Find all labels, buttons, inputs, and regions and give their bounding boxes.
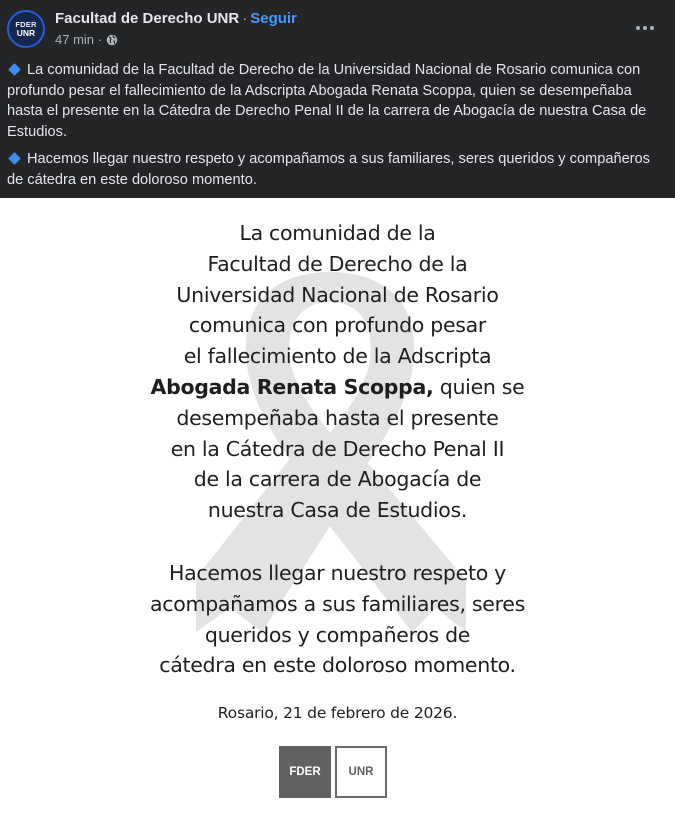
page-name-link[interactable]: Facultad de Derecho UNR xyxy=(55,10,240,27)
follow-button[interactable]: Seguir xyxy=(250,10,297,27)
text-line: desempeñaba hasta el presente xyxy=(176,405,499,430)
post-paragraph xyxy=(7,149,667,190)
ellipsis-dot xyxy=(636,26,640,30)
obituary-paragraph-2 xyxy=(0,558,675,681)
text-line: Universidad Nacional de Rosario xyxy=(176,282,499,307)
avatar-text-unr: UNR xyxy=(16,28,36,38)
meta-separator: · xyxy=(98,32,103,47)
post-paragraph xyxy=(7,60,667,142)
post-body xyxy=(7,60,667,197)
text-line: nuestra Casa de Estudios. xyxy=(207,498,468,523)
post-author-line xyxy=(55,10,297,27)
text-line: queridos y compañeros de xyxy=(204,622,471,647)
text-line: cátedra en este doloroso momento. xyxy=(159,653,516,678)
avatar-text-fder: FDER xyxy=(15,19,37,29)
post-meta xyxy=(55,32,118,47)
post-image[interactable] xyxy=(0,198,675,816)
deceased-name: Abogada Renata Scoppa, xyxy=(150,374,434,399)
text-line: en la Cátedra de Derecho Penal II xyxy=(170,436,505,461)
page-avatar[interactable] xyxy=(7,10,45,48)
text-line: Hacemos llegar nuestro respeto y xyxy=(169,560,506,585)
obituary-text xyxy=(0,218,675,681)
paragraph-text: La comunidad de la Facultad de Derecho de la Universidad Nacional de Rosario comunica con profundo pesar el fallecimiento de la Adscripta Abogada Renata Scoppa, quien se desempeñaba hasta el presente en la Cátedra de Derecho Penal II de la carrera de Abogacía de nuestra Casa de Estudios. xyxy=(7,62,647,140)
blue-diamond-icon xyxy=(8,152,21,165)
text-line: acompañamos a sus familiares, seres xyxy=(150,591,525,616)
text-line: comunica con profundo pesar xyxy=(188,313,487,338)
blue-diamond-icon xyxy=(8,63,21,76)
ellipsis-dot xyxy=(643,26,647,30)
paragraph-text: Hacemos llegar nuestro respeto y acompañamos a sus familiares, seres queridos y compañeros de cátedra en este doloroso momento. xyxy=(7,151,650,188)
text-line: de la carrera de Abogacía de xyxy=(193,467,482,492)
globe-icon[interactable] xyxy=(106,34,118,46)
text-line xyxy=(0,372,675,403)
fder-logo: FDER xyxy=(279,746,331,798)
separator: · xyxy=(242,10,248,27)
ellipsis-dot xyxy=(650,26,654,30)
text-line: el fallecimiento de la Adscripta xyxy=(183,344,492,369)
unr-logo: UNR xyxy=(335,746,387,798)
text-line: Facultad de Derecho de la xyxy=(207,251,468,276)
more-options-button[interactable] xyxy=(630,18,660,38)
obituary-paragraph-1 xyxy=(0,218,675,526)
post-timestamp[interactable]: 47 min xyxy=(55,32,95,47)
obituary-date: Rosario, 21 de febrero de 2026. xyxy=(217,704,458,722)
text-line: La comunidad de la xyxy=(239,221,436,245)
post-header xyxy=(0,0,675,198)
text-fragment: quien se xyxy=(433,374,525,399)
